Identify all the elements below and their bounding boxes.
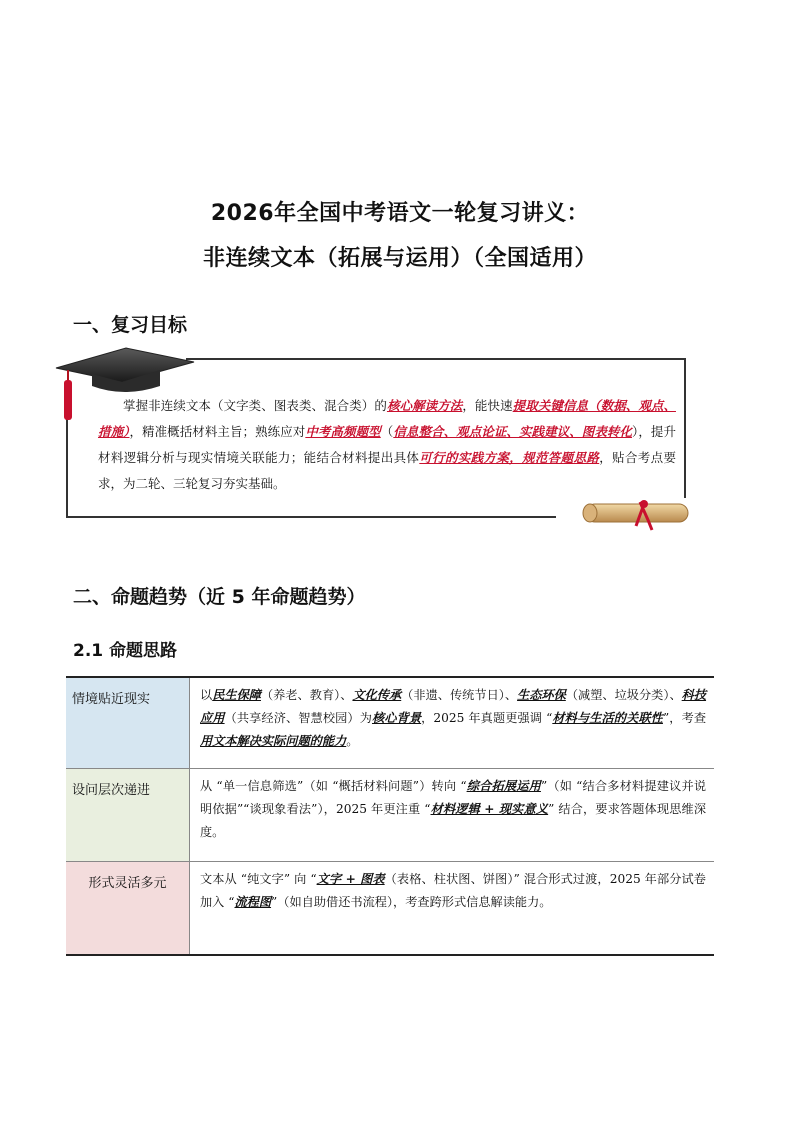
subsection-heading-ideas: 2.1 命题思路 [73,641,178,661]
row-label: 设问层次递进 [66,769,190,862]
row-label: 情境贴近现实 [66,677,190,769]
table-row [66,677,714,769]
document-title-line1: 2026年全国中考语文一轮复习讲义： [210,201,590,226]
section-heading-trends: 二、命题趋势（近 5 年命题趋势） [73,586,366,608]
section-heading-objectives: 一、复习目标 [73,314,188,336]
diploma-scroll-icon [578,490,696,532]
row-content: 以民生保障（养老、教育）、文化传承（非遗、传统节日）、生态环保（减塑、垃圾分类）、科技应用（共享经济、智慧校园）为核心背景，2025 年真题更强调 “材料与生活的关联性”，考查用文本解决实际问题的能力。 [200,688,707,748]
table-row [66,862,714,956]
objective-paragraph: 掌握非连续文本（文字类、图表类、混合类）的核心解读方法，能快速提取关键信息（数据、观点、措施），精准概括材料主旨；熟练应对中考高频题型（信息整合、观点论证、实践建议、图表转化），提升材料逻辑分析与现实情境关联能力；能结合材料提出具体可行的实践方案，规范答题思路，贴合考点要求，为二轮、三轮复习夯实基础。 [98,398,676,491]
proposition-table [66,676,714,956]
document-title-line2: 非连续文本（拓展与运用）（全国适用） [202,246,597,271]
row-content: 文本从 “纯文字” 向 “文字 + 图表（表格、柱状图、饼图）” 混合形式过渡，2025 年部分试卷加入 “流程图”（如自助借还书流程），考查跨形式信息解读能力。 [190,862,715,956]
table-row [66,769,714,862]
row-content: 从 “单一信息筛选”（如 “概括材料问题”）转向 “综合拓展运用”（如 “结合多材料提建议并说明依据”“谈现象看法”），2025 年更注重 “材料逻辑 + 现实意义” 结合，要求答题体现思维深度。 [190,769,715,862]
row-label: 形式灵活多元 [66,862,190,956]
